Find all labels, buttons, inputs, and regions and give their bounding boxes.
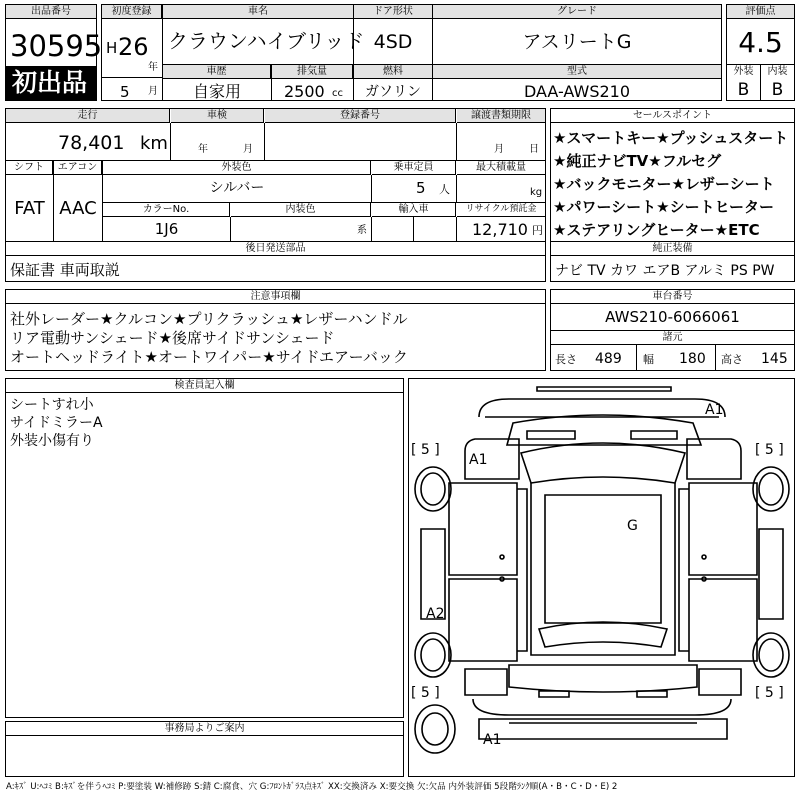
mileage-unit: km xyxy=(140,133,168,154)
damage-mark-hood-left: A1 xyxy=(469,452,488,468)
inspection-month-unit: 月 xyxy=(243,144,253,155)
inspector-line-3: 外装小傷有り xyxy=(10,433,94,449)
length: 489 xyxy=(595,351,622,367)
recycle-value: 12,710 xyxy=(472,220,528,239)
notes-box xyxy=(5,289,546,371)
sales-point-4: ★パワーシート★シートヒーター xyxy=(553,198,774,216)
first-listing-text: 初出品 xyxy=(12,68,88,97)
grade-label: グレード xyxy=(433,5,721,19)
width: 180 xyxy=(679,351,706,367)
fuel-label: 燃料 xyxy=(354,65,432,79)
door-type-label: ドア形状 xyxy=(354,5,432,19)
car-name: クラウンハイブリッド xyxy=(168,29,365,53)
office-box xyxy=(5,721,404,777)
history: 自家用 xyxy=(192,82,241,101)
interior-label: 内装 xyxy=(761,65,794,79)
genuine-equipment: ナビ TV カワ エアB アルミ PS PW xyxy=(555,263,775,279)
sales-points-box xyxy=(550,108,795,242)
height-label: 高さ xyxy=(721,353,743,366)
displacement-unit: cc xyxy=(332,88,343,99)
aircon-label: エアコン xyxy=(54,161,102,175)
import-label: 輸入車 xyxy=(372,203,456,217)
length-label: 長さ xyxy=(555,353,577,366)
chassis-box xyxy=(550,289,795,371)
damage-diagram xyxy=(408,378,795,777)
interior-score: B xyxy=(771,80,784,100)
score-value: 4.5 xyxy=(738,26,783,59)
exterior-label: 外装 xyxy=(727,65,760,79)
chassis-no: AWS210-6066061 xyxy=(605,308,740,326)
shift-label: シフト xyxy=(6,161,53,175)
exterior-color: シルバー xyxy=(209,180,265,196)
registration-label: 登録番号 xyxy=(265,109,456,123)
later-parts-label: 後日発送部品 xyxy=(6,242,545,256)
tire-front-right: [ 5 ] xyxy=(755,442,784,458)
office-label: 事務局よりご案内 xyxy=(6,722,403,736)
transfer-month-unit: 月 xyxy=(494,144,504,155)
fuel: ガソリン xyxy=(365,84,421,100)
notes-label: 注意事項欄 xyxy=(6,290,545,304)
displacement: 2500 xyxy=(284,82,325,101)
mileage: 78,401 xyxy=(58,132,125,154)
chassis-label: 車台番号 xyxy=(551,290,794,304)
sales-points-label: セールスポイント xyxy=(551,109,794,123)
damage-mark-rear: A1 xyxy=(483,732,502,748)
inspection-year-unit: 年 xyxy=(198,144,208,155)
score-box xyxy=(726,4,795,101)
tire-rear-right: [ 5 ] xyxy=(755,685,784,701)
transfer-day-unit: 日 xyxy=(529,144,539,155)
recycle-label: リサイクル預託金 xyxy=(457,203,545,217)
capacity: 5 xyxy=(416,179,426,197)
later-parts-box xyxy=(5,241,546,282)
width-label: 幅 xyxy=(643,353,654,366)
lot-label: 出品番号 xyxy=(6,5,96,19)
reg-year-unit: 年 xyxy=(148,62,158,73)
car-diagram-svg xyxy=(409,379,795,777)
shift: FAT xyxy=(14,198,45,219)
later-parts: 保証書 車両取説 xyxy=(10,261,120,279)
exterior-color-label: 外装色 xyxy=(103,161,371,175)
damage-mark-windshield: G xyxy=(627,518,638,534)
transfer-deadline-label: 譲渡書類期限 xyxy=(457,109,545,123)
capacity-unit: 人 xyxy=(439,183,450,196)
note-line-3: オートヘッドライト★オートワイパー★サイドエアーバック xyxy=(10,348,408,366)
tire-rear-left: [ 5 ] xyxy=(411,685,440,701)
tire-front-left: [ 5 ] xyxy=(411,442,440,458)
genuine-equipment-label: 純正装備 xyxy=(551,242,794,256)
inspector-line-1: シートすれ小 xyxy=(10,397,94,413)
header-grid xyxy=(101,4,722,101)
mileage-label: 走行 xyxy=(6,109,170,123)
damage-mark-left-door: A2 xyxy=(426,606,445,622)
score-label: 評価点 xyxy=(727,5,794,19)
specs-label: 諸元 xyxy=(551,331,794,345)
reg-month: 5 xyxy=(120,83,130,101)
reg-year: 26 xyxy=(118,33,149,61)
inspector-line-2: サイドミラーA xyxy=(10,415,103,431)
note-line-2: リア電動サンシェード★後席サイドサンシェード xyxy=(10,329,335,347)
era: H xyxy=(106,39,118,57)
legend: A:ｷｽﾞ U:ﾍｺﾐ B:ｷｽﾞを伴うﾍｺﾐ P:要塗装 W:補修跡 S:錆 C:腐食、穴 G:ﾌﾛﾝﾄｶﾞﾗｽ点ｷｽﾞ XX:交換済み X:要交換 欠:欠品 内外装評価 5段階ﾗﾝｸ順(A・B・C・D・E) 2 xyxy=(6,782,618,792)
aircon: AAC xyxy=(59,198,97,219)
first-registration-label: 初度登録 xyxy=(102,5,162,19)
inspector-box xyxy=(5,378,404,718)
color-no: 1J6 xyxy=(154,220,179,238)
note-line-1: 社外レーダー★クルコン★プリクラッシュ★レザーハンドル xyxy=(10,310,408,328)
car-name-label: 車名 xyxy=(163,5,353,19)
max-load-label: 最大積載量 xyxy=(457,161,545,175)
height: 145 xyxy=(761,351,788,367)
interior-color-label: 内装色 xyxy=(231,203,371,217)
sales-point-2: ★純正ナビTV★フルセグ xyxy=(553,152,722,170)
max-load-unit: kg xyxy=(530,187,543,198)
door-type: 4SD xyxy=(373,31,413,53)
history-label: 車歴 xyxy=(163,65,271,79)
lot-box xyxy=(5,4,103,101)
exterior-score: B xyxy=(737,80,750,100)
grade: アスリートG xyxy=(522,31,632,53)
lot-number: 30595 xyxy=(10,29,103,63)
recycle-unit: 円 xyxy=(532,224,543,237)
sales-point-1: ★スマートキー★プッシュスタート xyxy=(553,129,789,147)
model-code-label: 型式 xyxy=(433,65,721,79)
interior-color-suffix: 系 xyxy=(357,225,367,236)
info-grid xyxy=(5,108,546,242)
capacity-label: 乗車定員 xyxy=(372,161,456,175)
inspection-label: 車検 xyxy=(171,109,264,123)
inspector-label: 検査員記入欄 xyxy=(6,379,403,393)
sales-point-3: ★バックモニター★レザーシート xyxy=(553,175,775,193)
genuine-equipment-box xyxy=(550,241,795,282)
damage-mark-front: A1 xyxy=(705,402,724,418)
color-no-label: カラーNo. xyxy=(103,203,230,217)
model-code: DAA-AWS210 xyxy=(523,82,631,101)
reg-month-unit: 月 xyxy=(148,86,158,97)
sales-point-5: ★ステアリングヒーター★ETC xyxy=(553,221,760,239)
displacement-label: 排気量 xyxy=(272,65,353,79)
